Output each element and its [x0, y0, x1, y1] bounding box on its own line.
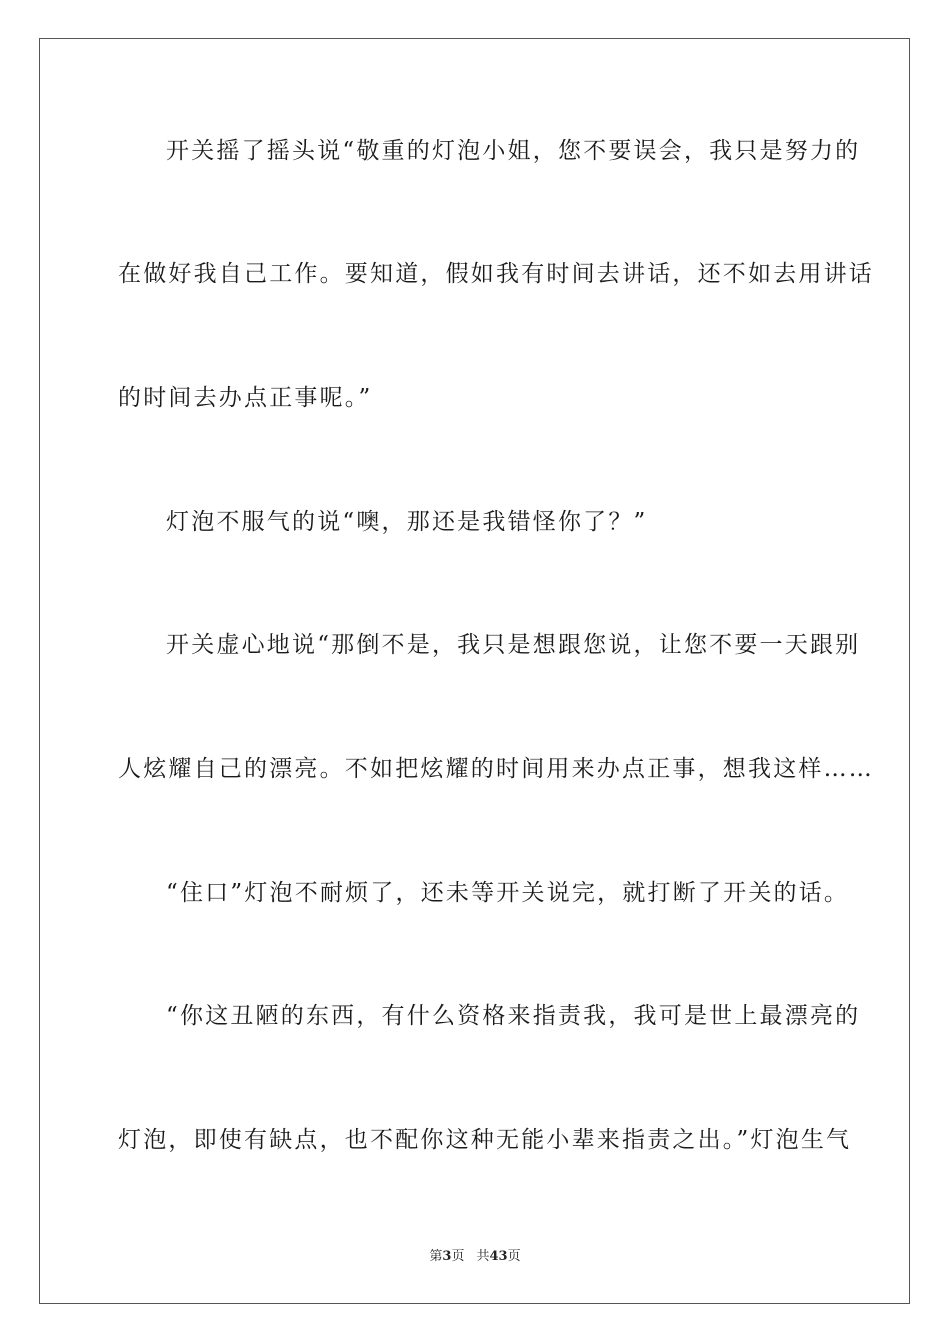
paragraph-line-5: 开关虚心地说“那倒不是，我只是想跟您说，让您不要一天跟别	[166, 632, 861, 658]
footer-total-prefix: 共	[476, 1249, 490, 1264]
paragraph-line-2: 在做好我自己工作。要知道，假如我有时间去讲话，还不如去用讲话	[118, 261, 874, 287]
footer-page-number: 3	[442, 1249, 452, 1264]
footer-total-suffix: 页	[507, 1249, 521, 1264]
paragraph-line-7: “住口”灯泡不耐烦了，还未等开关说完，就打断了开关的话。	[166, 880, 850, 906]
paragraph-line-9: 灯泡，即使有缺点，也不配你这种无能小辈来指责之出。”灯泡生气	[118, 1127, 852, 1153]
paragraph-line-3: 的时间去办点正事呢。”	[118, 385, 373, 411]
page-border	[39, 38, 910, 1304]
paragraph-line-6: 人炫耀自己的漂亮。不如把炫耀的时间用来办点正事，想我这样……	[118, 756, 874, 782]
paragraph-line-1: 开关摇了摇头说“敬重的灯泡小姐，您不要误会，我只是努力的	[166, 138, 861, 164]
paragraph-line-4: 灯泡不服气的说“噢，那还是我错怪你了？”	[166, 509, 648, 535]
footer-page-prefix: 第	[429, 1249, 443, 1264]
paragraph-line-8: “你这丑陋的东西，有什么资格来指责我，我可是世上最漂亮的	[166, 1003, 861, 1029]
footer-page-suffix: 页	[451, 1249, 465, 1264]
page-footer	[0, 1248, 950, 1266]
footer-total-pages: 43	[489, 1249, 508, 1264]
